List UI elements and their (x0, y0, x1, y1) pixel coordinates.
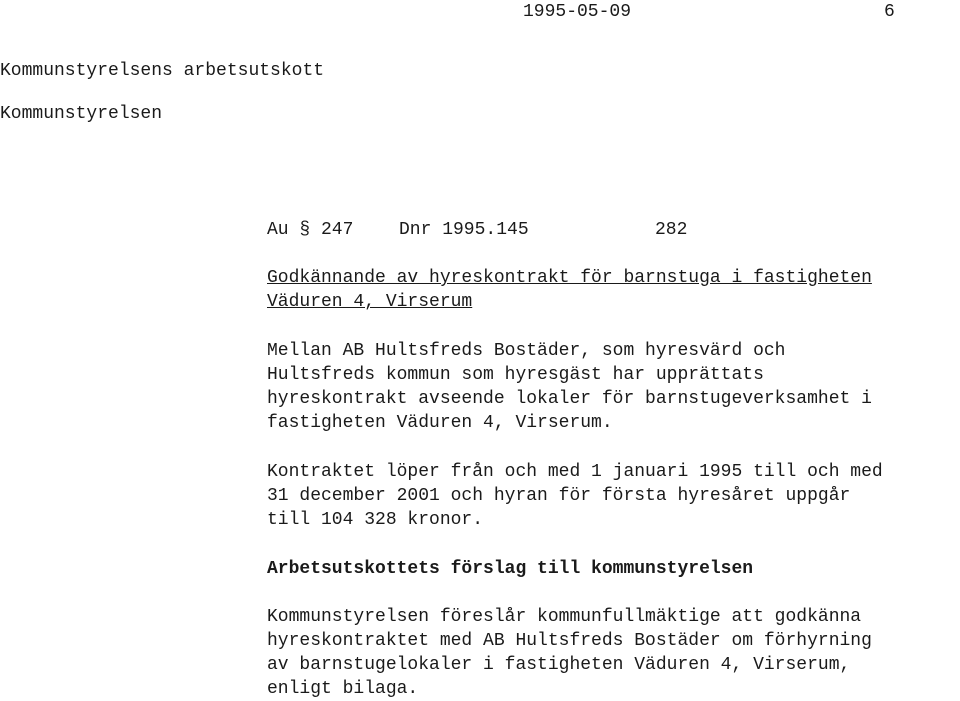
paragraph-3-line-2: hyreskontraktet med AB Hultsfreds Bostäder om förhyrning (267, 631, 872, 651)
paragraph-3-line-4: enligt bilaga. (267, 679, 419, 699)
paragraph-2-line-2: 31 december 2001 och hyran för första hyresåret uppgår (267, 486, 851, 506)
paragraph-1-line-1: Mellan AB Hultsfreds Bostäder, som hyresvärd och (267, 341, 786, 361)
page-number: 6 (884, 2, 895, 22)
paragraph-2-line-1: Kontraktet löper från och med 1 januari 1995 till och med (267, 462, 883, 482)
paragraph-1-line-3: hyreskontrakt avseende lokaler för barnstugeverksamhet i (267, 389, 872, 409)
paragraph-3-line-3: av barnstugelokaler i fastigheten Väduren 4, Virserum, (267, 655, 851, 675)
proposal-heading: Arbetsutskottets förslag till kommunstyrelsen (267, 559, 754, 579)
paragraph-1-line-2: Hultsfreds kommun som hyresgäst har upprättats (267, 365, 764, 385)
section-reference: Au § 247 (267, 220, 354, 240)
case-number: 282 (655, 220, 688, 240)
heading-line-1: Godkännande av hyreskontrakt för barnstuga i fastigheten (267, 268, 872, 288)
paragraph-2-line-3: till 104 328 kronor. (267, 510, 484, 530)
dnr-reference: Dnr 1995.145 (399, 220, 529, 240)
committee-name: Kommunstyrelsens arbetsutskott (0, 61, 325, 81)
paragraph-1-line-4: fastigheten Väduren 4, Virserum. (267, 413, 613, 433)
heading-line-2: Väduren 4, Virserum (267, 292, 473, 312)
document-date: 1995-05-09 (523, 2, 632, 22)
board-name: Kommunstyrelsen (0, 104, 163, 124)
paragraph-3-line-1: Kommunstyrelsen föreslår kommunfullmäktige att godkänna (267, 607, 862, 627)
